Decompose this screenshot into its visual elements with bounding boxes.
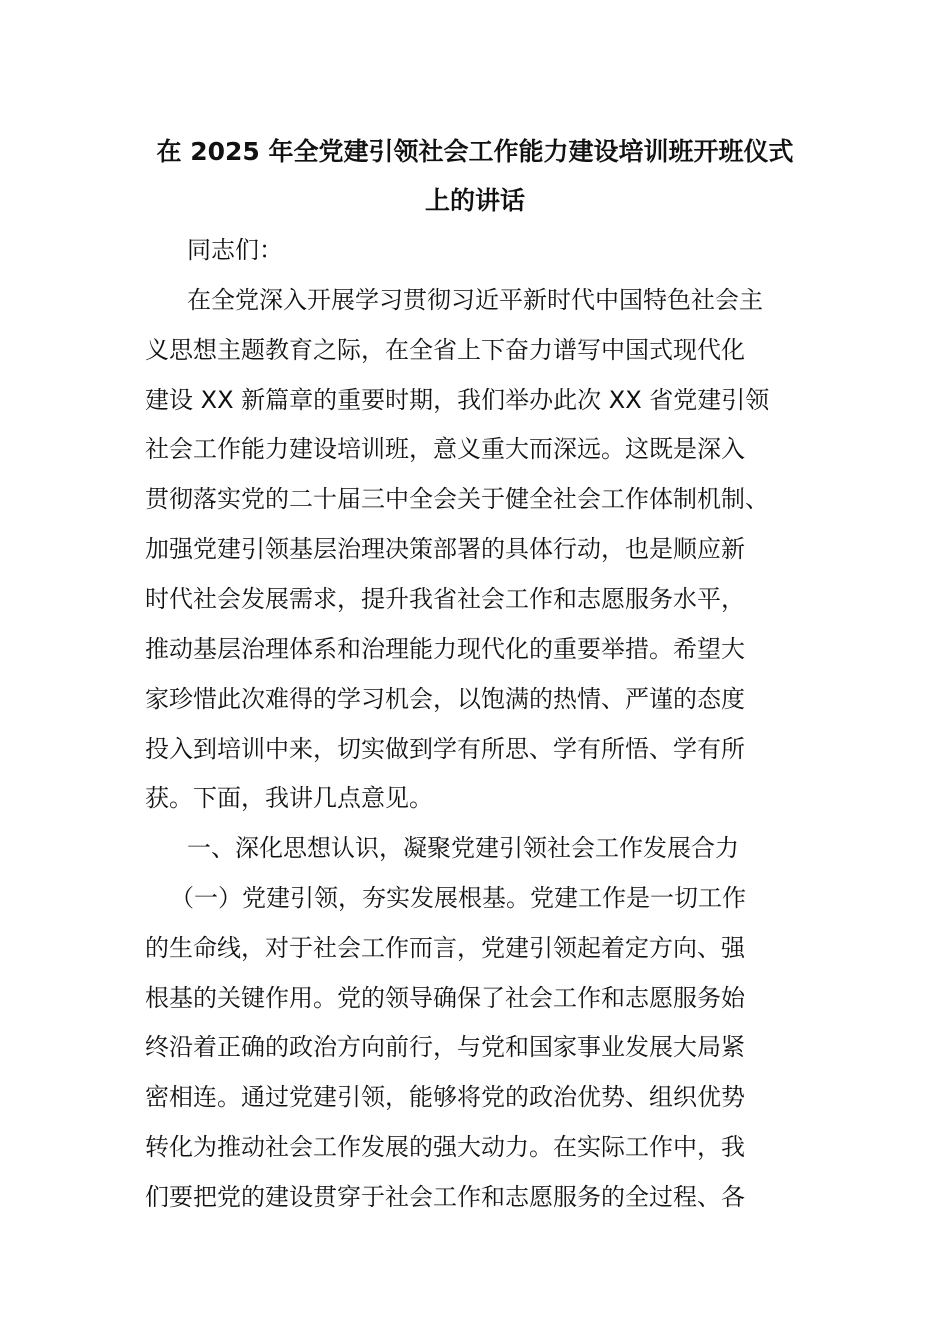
paragraph-2-line: 们要把党的建设贯穿于社会工作和志愿服务的全过程、各 <box>145 1183 745 1211</box>
paragraph-2-line: 的生命线，对于社会工作而言，党建引领起着定方向、强 <box>145 934 745 962</box>
paragraph-2-line: 终沿着正确的政治方向前行，与党和国家事业发展大局紧 <box>145 1033 745 1061</box>
document-title-line-2: 上的讲话 <box>424 186 525 215</box>
section-heading-1: 一、深化思想认识，凝聚党建引领社会工作发展合力 <box>187 834 739 862</box>
greeting: 同志们： <box>187 236 283 264</box>
paragraph-1-line: 时代社会发展需求，提升我省社会工作和志愿服务水平， <box>145 585 745 613</box>
paragraph-1-line: 投入到培训中来，切实做到学有所思、学有所悟、学有所 <box>145 735 745 763</box>
paragraph-1-line: 建设 XX 新篇章的重要时期，我们举办此次 XX 省党建引领 <box>145 386 770 414</box>
paragraph-1-line: 加强党建引领基层治理决策部署的具体行动，也是顺应新 <box>145 535 745 563</box>
paragraph-1-line: 在全党深入开展学习贯彻习近平新时代中国特色社会主 <box>187 286 763 314</box>
paragraph-1-line: 推动基层治理体系和治理能力现代化的重要举措。希望大 <box>145 635 745 663</box>
paragraph-1-line: 义思想主题教育之际，在全省上下奋力谱写中国式现代化 <box>145 336 745 364</box>
paragraph-2-line: （一）党建引领，夯实发展根基。党建工作是一切工作 <box>170 884 746 912</box>
paragraph-2-line: 密相连。通过党建引领，能够将党的政治优势、组织优势 <box>145 1083 745 1111</box>
document-title-line-1: 在 2025 年全党建引领社会工作能力建设培训班开班仪式 <box>156 137 794 166</box>
paragraph-1-line: 获。下面，我讲几点意见。 <box>145 784 433 812</box>
paragraph-1-line: 社会工作能力建设培训班，意义重大而深远。这既是深入 <box>145 435 745 463</box>
paragraph-2-line: 转化为推动社会工作发展的强大动力。在实际工作中，我 <box>145 1133 745 1161</box>
paragraph-1-line: 家珍惜此次难得的学习机会，以饱满的热情、严谨的态度 <box>145 685 745 713</box>
paragraph-2-line: 根基的关键作用。党的领导确保了社会工作和志愿服务始 <box>145 984 745 1012</box>
paragraph-1-line: 贯彻落实党的二十届三中全会关于健全社会工作体制机制、 <box>145 485 769 513</box>
